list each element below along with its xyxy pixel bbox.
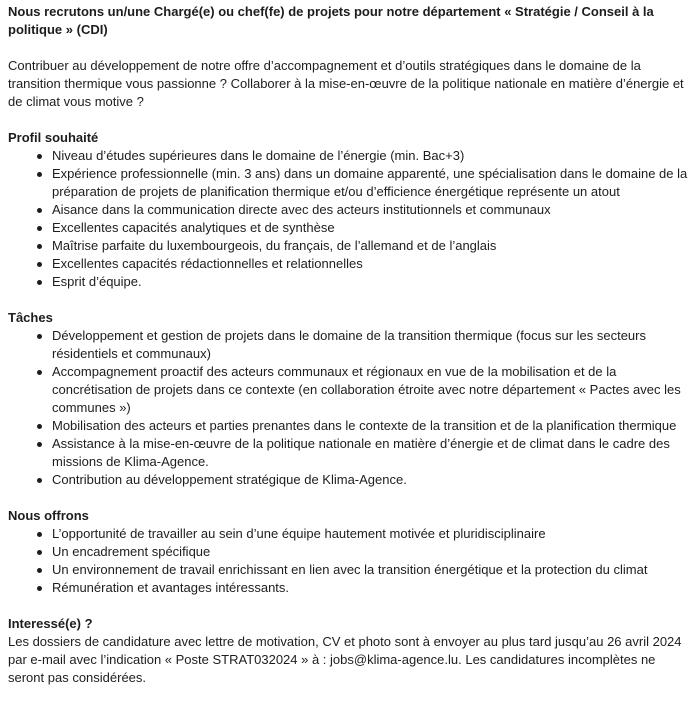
list-item: Mobilisation des acteurs et parties prenantes dans le contexte de la transition et de la planification thermique	[52, 417, 693, 435]
spacer	[8, 111, 693, 129]
list-item: Rémunération et avantages intéressants.	[52, 579, 693, 597]
list-item: Maîtrise parfaite du luxembourgeois, du français, de l’allemand et de l’anglais	[52, 237, 693, 255]
list-item: L’opportunité de travailler au sein d’une équipe hautement motivée et pluridisciplinaire	[52, 525, 693, 543]
intro-paragraph: Contribuer au développement de notre offre d’accompagnement et d’outils stratégiques dans le domaine de la transition thermique vous passionne ? Collaborer à la mise-en-œuvre de la politique nationale en matière d’énergie et de climat vous motive ?	[8, 58, 684, 109]
list-item: Contribution au développement stratégique de Klima-Agence.	[52, 471, 693, 489]
interesse-heading: Interessé(e) ?	[8, 616, 93, 631]
posting-title: Nous recrutons un/une Chargé(e) ou chef(fe) de projets pour notre département « Stratégie / Conseil à la politique » (CDI)	[8, 4, 654, 37]
list-item: Esprit d’équipe.	[52, 273, 693, 291]
list-item: Développement et gestion de projets dans le domaine de la transition thermique (focus sur les secteurs résidentiels et communaux)	[52, 327, 693, 363]
list-item: Expérience professionnelle (min. 3 ans) dans un domaine apparenté, une spécialisation dans le domaine de la préparation de projets de planification thermique et/ou d’efficience énergétique représente un atout	[52, 165, 693, 201]
list-item: Un environnement de travail enrichissant en lien avec la transition énergétique et la protection du climat	[52, 561, 693, 579]
spacer	[8, 489, 693, 507]
list-item: Assistance à la mise-en-œuvre de la politique nationale en matière d’énergie et de climat dans le cadre des missions de Klima-Agence.	[52, 435, 693, 471]
list-item: Un encadrement spécifique	[52, 543, 693, 561]
taches-heading: Tâches	[8, 310, 53, 325]
spacer	[8, 291, 693, 309]
list-item: Niveau d’études supérieures dans le domaine de l’énergie (min. Bac+3)	[52, 147, 693, 165]
list-item: Excellentes capacités rédactionnelles et relationnelles	[52, 255, 693, 273]
profil-heading: Profil souhaité	[8, 130, 99, 145]
offrons-list	[8, 525, 693, 597]
spacer	[8, 39, 693, 57]
offrons-heading: Nous offrons	[8, 508, 89, 523]
list-item: Excellentes capacités analytiques et de synthèse	[52, 219, 693, 237]
list-item: Accompagnement proactif des acteurs communaux et régionaux en vue de la mobilisation et de la concrétisation de projets dans ce contexte (en collaboration étroite avec notre département « Pactes avec les communes »)	[52, 363, 693, 417]
profil-list	[8, 147, 693, 291]
spacer	[8, 597, 693, 615]
application-instructions: Les dossiers de candidature avec lettre de motivation, CV et photo sont à envoyer au plus tard jusqu’au 26 avril 2024 par e-mail avec l’indication « Poste STRAT032024 » à : jobs@klima-agence.lu. Les candidatures incomplètes ne seront pas considérées.	[8, 634, 682, 685]
taches-list	[8, 327, 693, 489]
list-item: Aisance dans la communication directe avec des acteurs institutionnels et communaux	[52, 201, 693, 219]
